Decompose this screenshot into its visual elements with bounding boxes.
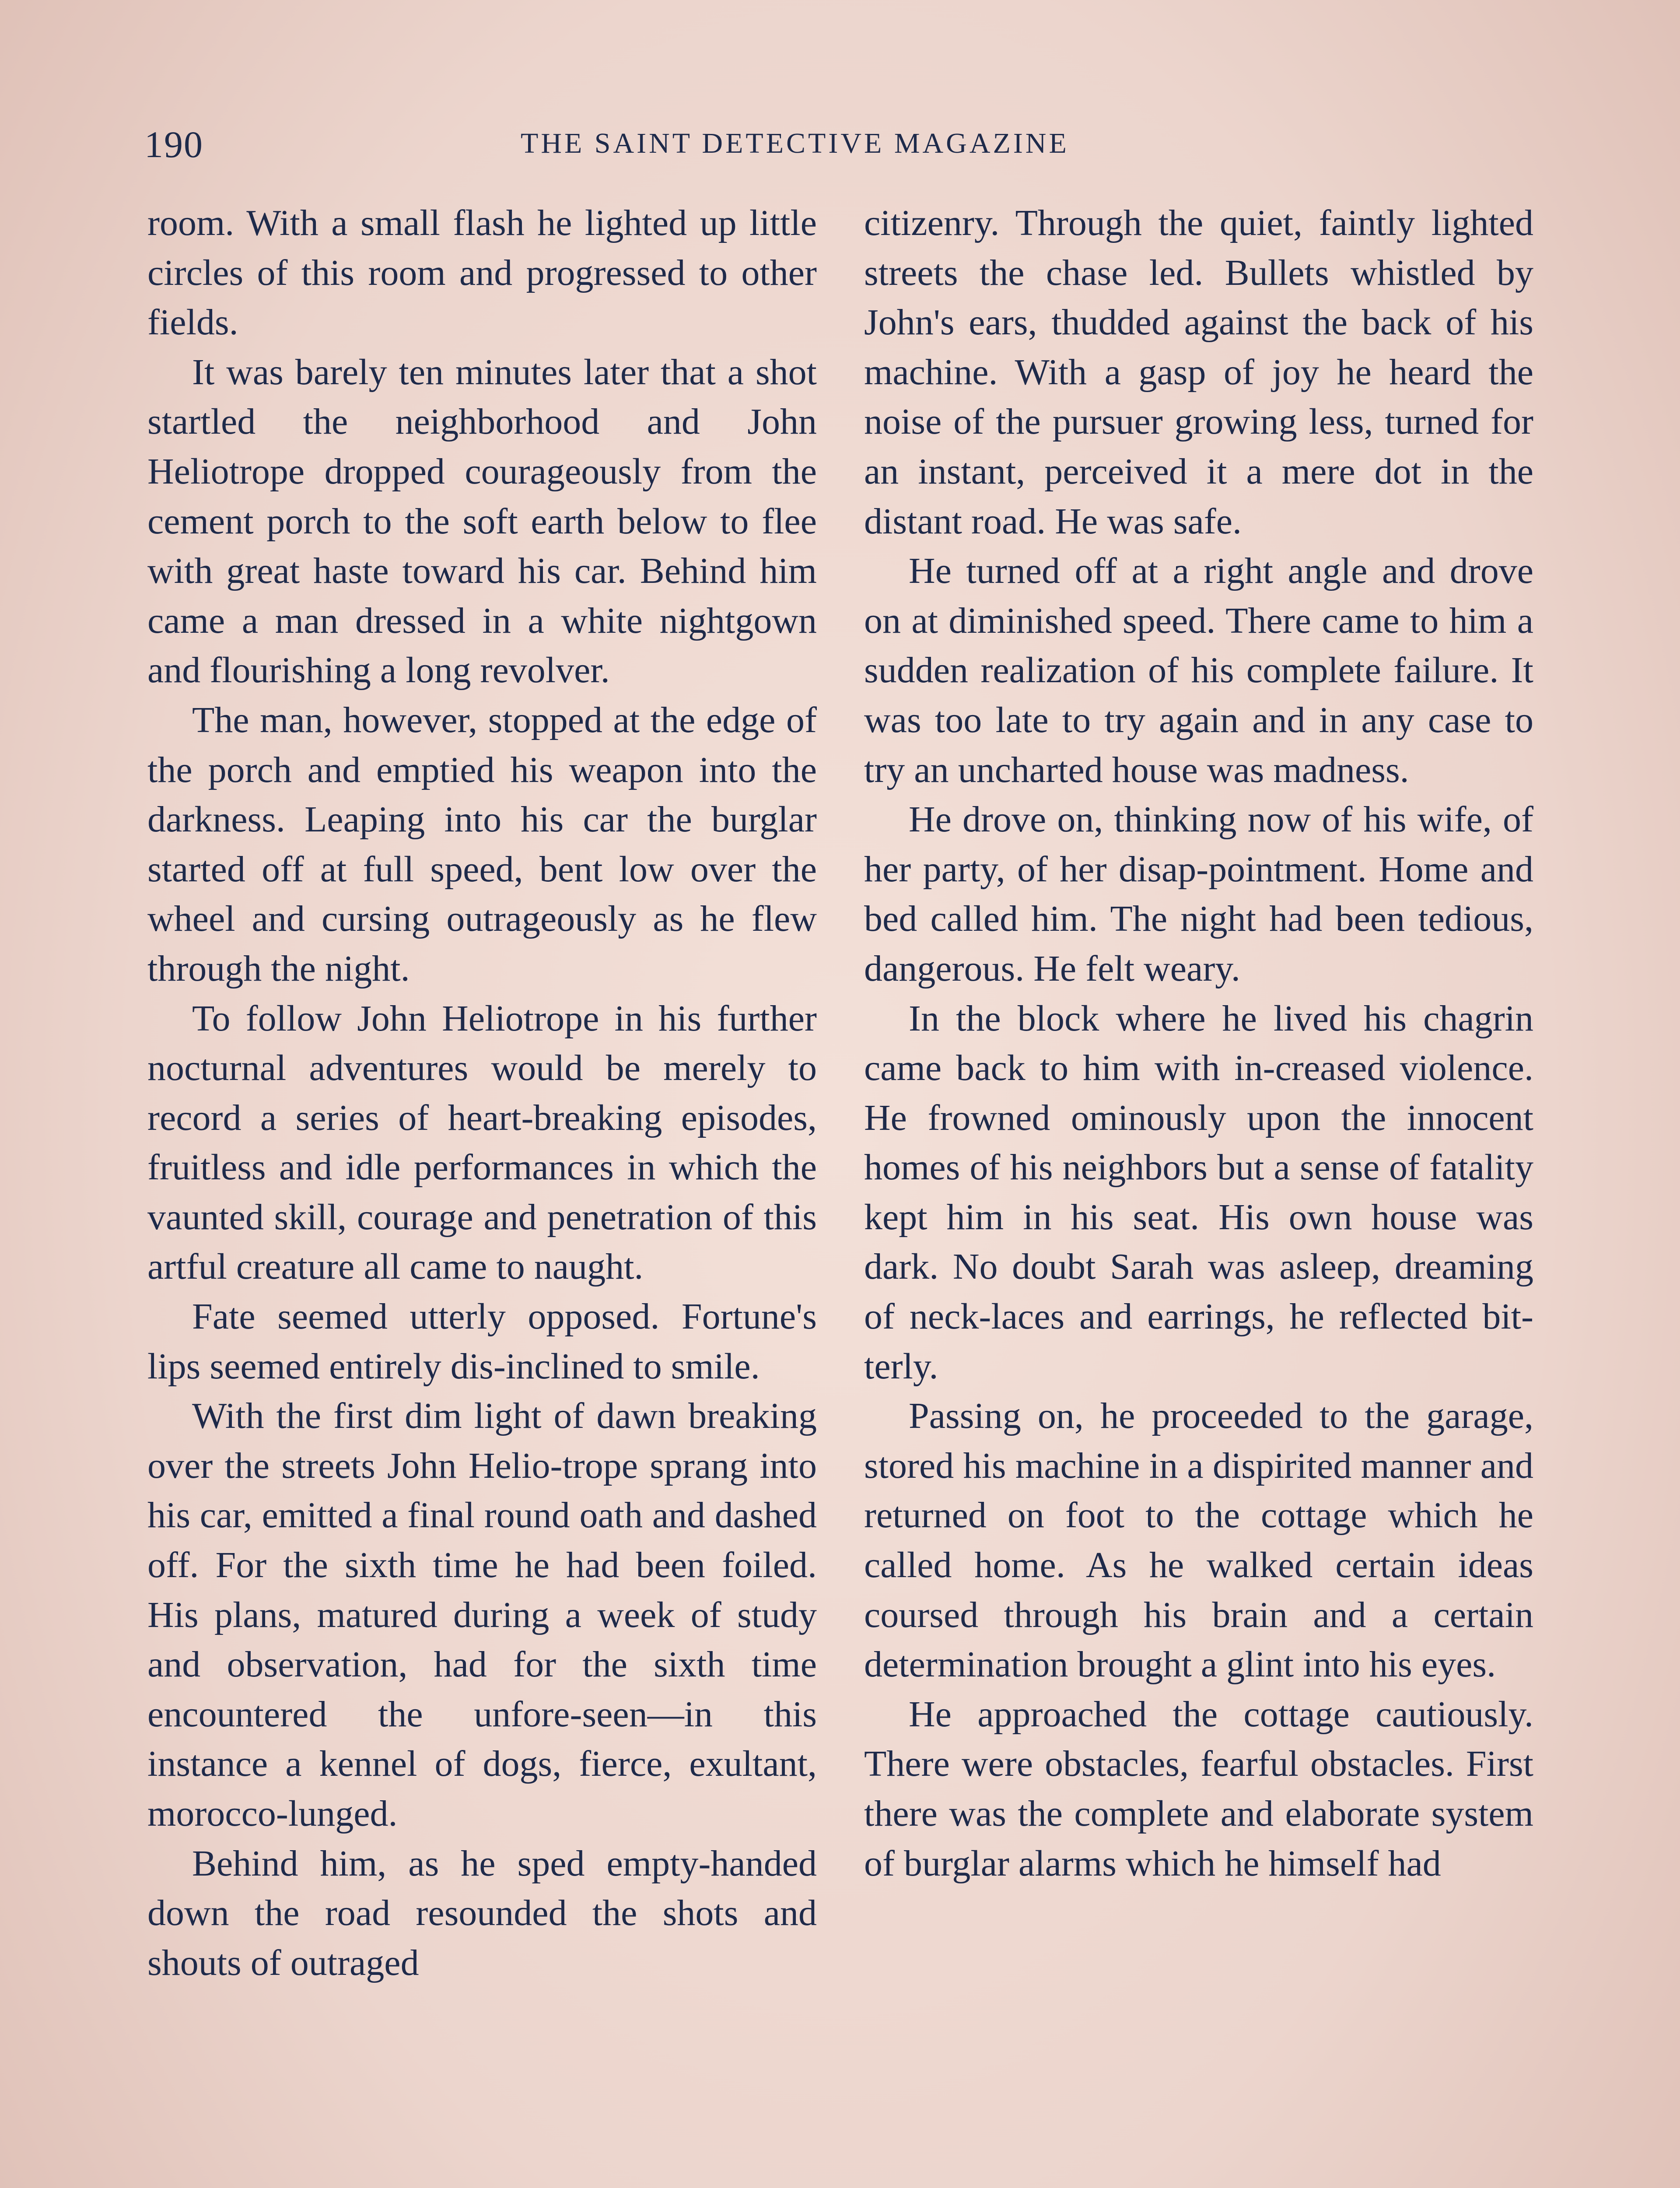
page-number: 190 [144,123,203,165]
paragraph: He turned off at a right angle and drove on at diminished speed. There came to him a sudden realization of his complete failure. It was too late to try again and in any case to try an uncharted house was madness. [864,551,1533,790]
text-column-right [864,198,1533,1888]
page-header [144,123,1549,175]
paragraph: Passing on, he proceeded to the garage, stored his machine in a dispirited manner and returned on foot to the cottage which he called home. As he walked certain ideas coursed through his brain and a certain determination brought a glint into his eyes. [864,1396,1533,1685]
paragraph: He approached the cottage cautiously. There were obstacles, fearful obstacles. First there was the complete and elaborate system of burglar alarms which he himself had [864,1694,1533,1884]
paragraph: room. With a small flash he lighted up little circles of this room and progressed to other fields. [147,203,817,343]
paragraph: It was barely ten minutes later that a shot startled the neighborhood and John Heliotrope dropped courageously from the cement porch to the soft earth below to flee with great haste toward his car. Behind him came a man dressed in a white nightgown and flourishing a long revolver. [147,351,817,691]
paragraph: In the block where he lived his chagrin came back to him with in-creased violence. He frowned ominously upon the innocent homes of his neighbors but a sense of fatality kept him in his seat. His own house was dark. No doubt Sarah was asleep, dreaming of neck-laces and earrings, he reflected bit-terly. [864,998,1533,1387]
paragraph: Behind him, as he sped empty-handed down the road resounded the shots and shouts of outraged [147,1843,817,1983]
paragraph: citizenry. Through the quiet, faintly lighted streets the chase led. Bullets whistled by John's ears, thudded against the back of his machine. With a gasp of joy he heard the noise of the pursuer growing less, turned for an instant, perceived it a mere dot in the distant road. He was safe. [864,203,1533,542]
paragraph: Fate seemed utterly opposed. Fortune's lips seemed entirely dis-inclined to smile. [147,1296,817,1387]
paragraph: To follow John Heliotrope in his further nocturnal adventures would be merely to record a series of heart-breaking episodes, fruitless and idle performances in which the vaunted skill, courage and penetration of this artful creature all came to naught. [147,998,817,1287]
paragraph: He drove on, thinking now of his wife, of her party, of her disap-pointment. Home and bed called him. The night had been tedious, dangerous. He felt weary. [864,799,1533,989]
paragraph: The man, however, stopped at the edge of the porch and emptied his weapon into the darkness. Leaping into his car the burglar started off at full speed, bent low over the wheel and cursing outrageously as he flew through the night. [147,699,817,989]
paragraph: With the first dim light of dawn breaking over the streets John Helio-trope sprang into his car, emitted a final round oath and dashed off. For the sixth time he had been foiled. His plans, matured during a week of study and observation, had for the sixth time encountered the unfore-seen—in this instance a kennel of dogs, fierce, exultant, morocco-lunged. [147,1396,817,1834]
running-head: THE SAINT DETECTIVE MAGAZINE [521,127,1069,159]
text-column-left [147,198,817,1988]
